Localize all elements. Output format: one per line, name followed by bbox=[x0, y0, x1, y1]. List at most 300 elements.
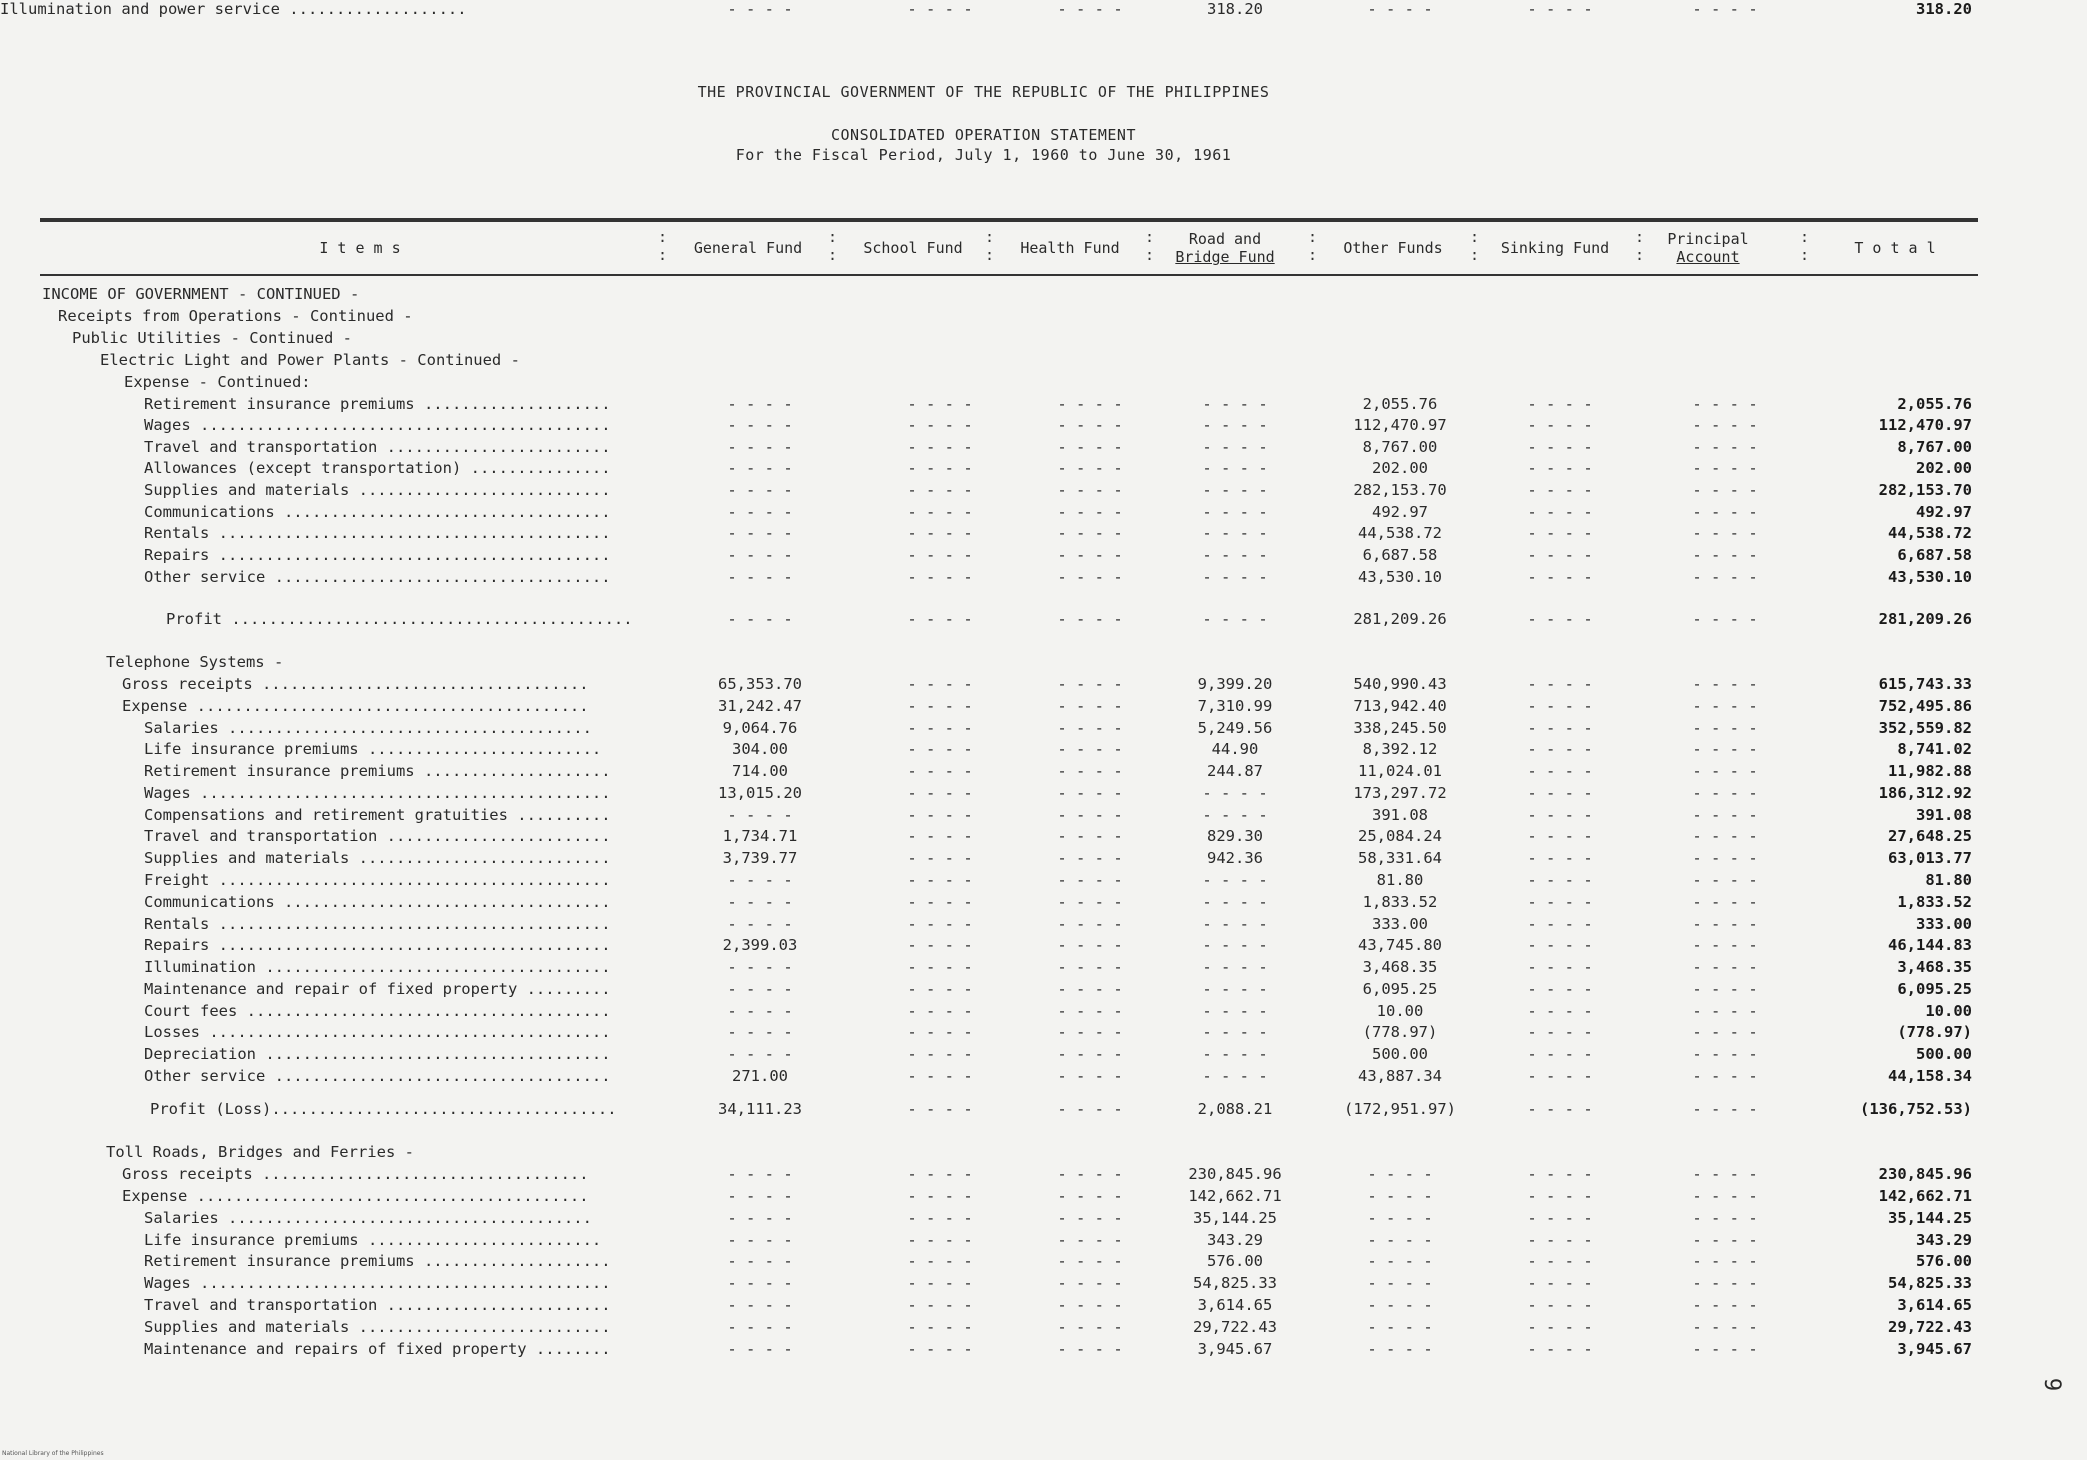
road-bridge-fund-cell: - - - - bbox=[1202, 1067, 1268, 1085]
other-funds-cell: 492.97 bbox=[1372, 503, 1428, 521]
health-fund-cell: - - - - bbox=[1057, 719, 1123, 737]
other-funds-cell: 43,887.34 bbox=[1358, 1067, 1442, 1085]
total-cell: 44,538.72 bbox=[1888, 524, 1972, 542]
total-cell: 112,470.97 bbox=[1878, 416, 1972, 434]
health-fund-cell: - - - - bbox=[1057, 1274, 1123, 1292]
principal-account-cell: - - - - bbox=[1692, 719, 1758, 737]
table-row bbox=[0, 1023, 2087, 1045]
school-fund-cell: - - - - bbox=[907, 438, 973, 456]
table-row bbox=[0, 307, 2087, 329]
health-fund-cell: - - - - bbox=[1057, 871, 1123, 889]
sinking-fund-cell: - - - - bbox=[1527, 1002, 1593, 1020]
total-cell: 343.29 bbox=[1916, 1231, 1972, 1249]
school-fund-cell: - - - - bbox=[907, 1187, 973, 1205]
principal-account-cell: - - - - bbox=[1692, 1002, 1758, 1020]
table-row bbox=[0, 1318, 2087, 1340]
health-fund-cell: - - - - bbox=[1057, 0, 1123, 18]
table-row bbox=[0, 1045, 2087, 1067]
principal-account-cell: - - - - bbox=[1692, 784, 1758, 802]
principal-account-cell: - - - - bbox=[1692, 1067, 1758, 1085]
row-label: Toll Roads, Bridges and Ferries - bbox=[106, 1143, 414, 1161]
principal-account-cell: - - - - bbox=[1692, 806, 1758, 824]
school-fund-cell: - - - - bbox=[907, 1045, 973, 1063]
school-fund-cell: - - - - bbox=[907, 503, 973, 521]
table-row bbox=[0, 373, 2087, 395]
general-fund-cell: - - - - bbox=[727, 503, 793, 521]
row-label: Rentals .......................................... bbox=[144, 524, 611, 542]
sinking-fund-cell: - - - - bbox=[1527, 806, 1593, 824]
table-row bbox=[0, 806, 2087, 828]
other-funds-cell: 333.00 bbox=[1372, 915, 1428, 933]
general-fund-cell: 714.00 bbox=[732, 762, 788, 780]
general-fund-cell: 304.00 bbox=[732, 740, 788, 758]
row-label: Wages ............................................ bbox=[144, 784, 611, 802]
col-principal-account bbox=[1648, 226, 1768, 270]
total-cell: 142,662.71 bbox=[1878, 1187, 1972, 1205]
col-separator: : : bbox=[985, 228, 995, 264]
table-row bbox=[0, 1209, 2087, 1231]
row-label: Losses ........................................... bbox=[144, 1023, 611, 1041]
general-fund-cell: - - - - bbox=[727, 1023, 793, 1041]
other-funds-cell: (172,951.97) bbox=[1344, 1100, 1456, 1118]
health-fund-cell: - - - - bbox=[1057, 1296, 1123, 1314]
sinking-fund-cell: - - - - bbox=[1527, 503, 1593, 521]
col-separator: : : bbox=[658, 228, 668, 264]
row-label: Illumination and power service ................... bbox=[0, 0, 467, 18]
col-school-fund: School Fund bbox=[863, 239, 963, 257]
road-bridge-fund-cell: 3,614.65 bbox=[1197, 1296, 1273, 1314]
other-funds-cell: 391.08 bbox=[1372, 806, 1428, 824]
other-funds-cell: - - - - bbox=[1367, 1340, 1433, 1358]
other-funds-cell: 282,153.70 bbox=[1353, 481, 1447, 499]
health-fund-cell: - - - - bbox=[1057, 697, 1123, 715]
general-fund-cell: - - - - bbox=[727, 1045, 793, 1063]
general-fund-cell: - - - - bbox=[727, 871, 793, 889]
principal-account-cell: - - - - bbox=[1692, 503, 1758, 521]
general-fund-cell: - - - - bbox=[727, 568, 793, 586]
sinking-fund-cell: - - - - bbox=[1527, 1023, 1593, 1041]
col-separator: : : bbox=[1635, 228, 1645, 264]
total-cell: 54,825.33 bbox=[1888, 1274, 1972, 1292]
health-fund-cell: - - - - bbox=[1057, 1318, 1123, 1336]
principal-account-cell: - - - - bbox=[1692, 1318, 1758, 1336]
school-fund-cell: - - - - bbox=[907, 871, 973, 889]
principal-account-cell: - - - - bbox=[1692, 1023, 1758, 1041]
total-cell: 27,648.25 bbox=[1888, 827, 1972, 845]
row-label: Salaries ....................................... bbox=[144, 1209, 592, 1227]
principal-account-cell: - - - - bbox=[1692, 1165, 1758, 1183]
other-funds-cell: 112,470.97 bbox=[1353, 416, 1447, 434]
school-fund-cell: - - - - bbox=[907, 459, 973, 477]
table-row bbox=[0, 546, 2087, 568]
road-bridge-fund-cell: - - - - bbox=[1202, 524, 1268, 542]
row-label: Travel and transportation ........................ bbox=[144, 1296, 611, 1314]
principal-account-cell: - - - - bbox=[1692, 1209, 1758, 1227]
principal-account-cell: - - - - bbox=[1692, 546, 1758, 564]
principal-account-cell: - - - - bbox=[1692, 481, 1758, 499]
other-funds-cell: 43,530.10 bbox=[1358, 568, 1442, 586]
road-bridge-fund-cell: - - - - bbox=[1202, 915, 1268, 933]
sinking-fund-cell: - - - - bbox=[1527, 524, 1593, 542]
health-fund-cell: - - - - bbox=[1057, 1231, 1123, 1249]
other-funds-cell: 713,942.40 bbox=[1353, 697, 1447, 715]
total-cell: 35,144.25 bbox=[1888, 1209, 1972, 1227]
road-bridge-fund-cell: - - - - bbox=[1202, 980, 1268, 998]
sinking-fund-cell: - - - - bbox=[1527, 871, 1593, 889]
principal-account-cell: - - - - bbox=[1692, 915, 1758, 933]
total-cell: 282,153.70 bbox=[1878, 481, 1972, 499]
row-label: Wages ............................................ bbox=[144, 416, 611, 434]
school-fund-cell: - - - - bbox=[907, 481, 973, 499]
col-road-bridge-fund bbox=[1160, 226, 1290, 270]
health-fund-cell: - - - - bbox=[1057, 459, 1123, 477]
row-label: Travel and transportation ........................ bbox=[144, 438, 611, 456]
school-fund-cell: - - - - bbox=[907, 1067, 973, 1085]
total-cell: 29,722.43 bbox=[1888, 1318, 1972, 1336]
health-fund-cell: - - - - bbox=[1057, 1100, 1123, 1118]
other-funds-cell: 44,538.72 bbox=[1358, 524, 1442, 542]
table-row bbox=[0, 285, 2087, 307]
total-cell: 46,144.83 bbox=[1888, 936, 1972, 954]
sinking-fund-cell: - - - - bbox=[1527, 1231, 1593, 1249]
other-funds-cell: 11,024.01 bbox=[1358, 762, 1442, 780]
school-fund-cell: - - - - bbox=[907, 1231, 973, 1249]
row-label: Maintenance and repairs of fixed property ........ bbox=[144, 1340, 611, 1358]
general-fund-cell: 34,111.23 bbox=[718, 1100, 802, 1118]
other-funds-cell: - - - - bbox=[1367, 1318, 1433, 1336]
principal-account-cell: - - - - bbox=[1692, 610, 1758, 628]
road-bridge-fund-cell: 576.00 bbox=[1207, 1252, 1263, 1270]
general-fund-cell: - - - - bbox=[727, 546, 793, 564]
general-fund-cell: - - - - bbox=[727, 416, 793, 434]
total-cell: 576.00 bbox=[1916, 1252, 1972, 1270]
col-separator: : : bbox=[1145, 228, 1155, 264]
health-fund-cell: - - - - bbox=[1057, 568, 1123, 586]
total-cell: 391.08 bbox=[1916, 806, 1972, 824]
road-bridge-fund-cell: 142,662.71 bbox=[1188, 1187, 1282, 1205]
table-row bbox=[0, 610, 2087, 632]
row-label: Travel and transportation ........................ bbox=[144, 827, 611, 845]
general-fund-cell: 1,734.71 bbox=[722, 827, 798, 845]
row-label: Other service .................................... bbox=[144, 1067, 611, 1085]
row-label: Gross receipts ................................... bbox=[122, 1165, 589, 1183]
table-row bbox=[0, 1340, 2087, 1362]
table-row bbox=[0, 740, 2087, 762]
general-fund-cell: - - - - bbox=[727, 524, 793, 542]
school-fund-cell: - - - - bbox=[907, 1296, 973, 1314]
statement-title: CONSOLIDATED OPERATION STATEMENT bbox=[831, 126, 1136, 144]
total-cell: 6,687.58 bbox=[1897, 546, 1972, 564]
other-funds-cell: 8,392.12 bbox=[1362, 740, 1438, 758]
table-row bbox=[0, 459, 2087, 481]
school-fund-cell: - - - - bbox=[907, 980, 973, 998]
sinking-fund-cell: - - - - bbox=[1527, 1045, 1593, 1063]
other-funds-cell: 500.00 bbox=[1372, 1045, 1428, 1063]
health-fund-cell: - - - - bbox=[1057, 1187, 1123, 1205]
sinking-fund-cell: - - - - bbox=[1527, 416, 1593, 434]
sinking-fund-cell: - - - - bbox=[1527, 1187, 1593, 1205]
other-funds-cell: - - - - bbox=[1367, 1296, 1433, 1314]
health-fund-cell: - - - - bbox=[1057, 958, 1123, 976]
general-fund-cell: 2,399.03 bbox=[722, 936, 798, 954]
road-bridge-fund-cell: 7,310.99 bbox=[1197, 697, 1273, 715]
other-funds-cell: - - - - bbox=[1367, 1187, 1433, 1205]
total-cell: 500.00 bbox=[1916, 1045, 1972, 1063]
health-fund-cell: - - - - bbox=[1057, 438, 1123, 456]
row-label: Expense .......................................... bbox=[122, 1187, 589, 1205]
principal-account-cell: - - - - bbox=[1692, 958, 1758, 976]
total-cell: 492.97 bbox=[1916, 503, 1972, 521]
total-cell: 10.00 bbox=[1925, 1002, 1972, 1020]
row-label: Retirement insurance premiums .................... bbox=[144, 1252, 611, 1270]
row-label: Communications ................................... bbox=[144, 893, 611, 911]
table-row bbox=[0, 697, 2087, 719]
col-road-line1: Road and bbox=[1188, 230, 1262, 248]
total-cell: 11,982.88 bbox=[1888, 762, 1972, 780]
total-cell: 230,845.96 bbox=[1878, 1165, 1972, 1183]
general-fund-cell: - - - - bbox=[727, 1340, 793, 1358]
sinking-fund-cell: - - - - bbox=[1527, 395, 1593, 413]
principal-account-cell: - - - - bbox=[1692, 416, 1758, 434]
principal-account-cell: - - - - bbox=[1692, 1296, 1758, 1314]
other-funds-cell: - - - - bbox=[1367, 0, 1433, 18]
total-cell: 318.20 bbox=[1916, 0, 1972, 18]
general-fund-cell: - - - - bbox=[727, 915, 793, 933]
road-bridge-fund-cell: - - - - bbox=[1202, 1023, 1268, 1041]
principal-account-cell: - - - - bbox=[1692, 762, 1758, 780]
principal-account-cell: - - - - bbox=[1692, 1231, 1758, 1249]
other-funds-cell: 202.00 bbox=[1372, 459, 1428, 477]
general-fund-cell: - - - - bbox=[727, 0, 793, 18]
total-cell: 6,095.25 bbox=[1897, 980, 1972, 998]
total-cell: 752,495.86 bbox=[1878, 697, 1972, 715]
general-fund-cell: 65,353.70 bbox=[718, 675, 802, 693]
health-fund-cell: - - - - bbox=[1057, 762, 1123, 780]
health-fund-cell: - - - - bbox=[1057, 1209, 1123, 1227]
sinking-fund-cell: - - - - bbox=[1527, 1165, 1593, 1183]
school-fund-cell: - - - - bbox=[907, 395, 973, 413]
library-footer: National Library of the Philippines bbox=[2, 1450, 104, 1457]
health-fund-cell: - - - - bbox=[1057, 849, 1123, 867]
col-total: T o t a l bbox=[1854, 239, 1936, 257]
health-fund-cell: - - - - bbox=[1057, 481, 1123, 499]
general-fund-cell: 13,015.20 bbox=[718, 784, 802, 802]
table-row bbox=[0, 653, 2087, 675]
general-fund-cell: - - - - bbox=[727, 958, 793, 976]
road-bridge-fund-cell: - - - - bbox=[1202, 395, 1268, 413]
row-label: Illumination ..................................... bbox=[144, 958, 611, 976]
general-fund-cell: - - - - bbox=[727, 481, 793, 499]
row-label: Salaries ....................................... bbox=[144, 719, 592, 737]
total-cell: 2,055.76 bbox=[1897, 395, 1972, 413]
principal-account-cell: - - - - bbox=[1692, 827, 1758, 845]
road-bridge-fund-cell: 54,825.33 bbox=[1193, 1274, 1277, 1292]
health-fund-cell: - - - - bbox=[1057, 1340, 1123, 1358]
health-fund-cell: - - - - bbox=[1057, 675, 1123, 693]
table-row bbox=[0, 1274, 2087, 1296]
general-fund-cell: - - - - bbox=[727, 1318, 793, 1336]
col-principal-line1: Principal bbox=[1667, 230, 1749, 248]
header-rule-bottom bbox=[40, 274, 1978, 276]
row-label: Communications ................................... bbox=[144, 503, 611, 521]
sinking-fund-cell: - - - - bbox=[1527, 459, 1593, 477]
table-row bbox=[0, 481, 2087, 503]
table-row bbox=[0, 936, 2087, 958]
school-fund-cell: - - - - bbox=[907, 697, 973, 715]
other-funds-cell: - - - - bbox=[1367, 1231, 1433, 1249]
road-bridge-fund-cell: 5,249.56 bbox=[1197, 719, 1273, 737]
road-bridge-fund-cell: 318.20 bbox=[1207, 0, 1263, 18]
table-row bbox=[0, 980, 2087, 1002]
school-fund-cell: - - - - bbox=[907, 740, 973, 758]
table-row bbox=[0, 719, 2087, 741]
fiscal-period: For the Fiscal Period, July 1, 1960 to June 30, 1961 bbox=[735, 146, 1232, 164]
road-bridge-fund-cell: 942.36 bbox=[1207, 849, 1263, 867]
sinking-fund-cell: - - - - bbox=[1527, 827, 1593, 845]
school-fund-cell: - - - - bbox=[907, 610, 973, 628]
total-cell: 3,614.65 bbox=[1897, 1296, 1972, 1314]
row-label: Public Utilities - Continued - bbox=[72, 329, 352, 347]
health-fund-cell: - - - - bbox=[1057, 1002, 1123, 1020]
health-fund-cell: - - - - bbox=[1057, 1252, 1123, 1270]
other-funds-cell: 8,767.00 bbox=[1362, 438, 1438, 456]
table-row bbox=[0, 1252, 2087, 1274]
total-cell: 3,945.67 bbox=[1897, 1340, 1972, 1358]
school-fund-cell: - - - - bbox=[907, 784, 973, 802]
principal-account-cell: - - - - bbox=[1692, 871, 1758, 889]
general-fund-cell: - - - - bbox=[727, 893, 793, 911]
principal-account-cell: - - - - bbox=[1692, 980, 1758, 998]
sinking-fund-cell: - - - - bbox=[1527, 1252, 1593, 1270]
school-fund-cell: - - - - bbox=[907, 893, 973, 911]
general-fund-cell: - - - - bbox=[727, 806, 793, 824]
sinking-fund-cell: - - - - bbox=[1527, 481, 1593, 499]
other-funds-cell: 1,833.52 bbox=[1362, 893, 1438, 911]
road-bridge-fund-cell: - - - - bbox=[1202, 416, 1268, 434]
sinking-fund-cell: - - - - bbox=[1527, 893, 1593, 911]
road-bridge-fund-cell: - - - - bbox=[1202, 784, 1268, 802]
sinking-fund-cell: - - - - bbox=[1527, 784, 1593, 802]
row-label: Other service .................................... bbox=[144, 568, 611, 586]
road-bridge-fund-cell: - - - - bbox=[1202, 1002, 1268, 1020]
health-fund-cell: - - - - bbox=[1057, 1023, 1123, 1041]
health-fund-cell: - - - - bbox=[1057, 1045, 1123, 1063]
school-fund-cell: - - - - bbox=[907, 827, 973, 845]
table-row bbox=[0, 1002, 2087, 1024]
header-rule-top bbox=[40, 218, 1978, 222]
sinking-fund-cell: - - - - bbox=[1527, 1296, 1593, 1314]
table-row bbox=[0, 827, 2087, 849]
sinking-fund-cell: - - - - bbox=[1527, 980, 1593, 998]
total-cell: (136,752.53) bbox=[1860, 1100, 1972, 1118]
principal-account-cell: - - - - bbox=[1692, 849, 1758, 867]
table-row bbox=[0, 416, 2087, 438]
other-funds-cell: 281,209.26 bbox=[1353, 610, 1447, 628]
row-label: Life insurance premiums ......................... bbox=[144, 740, 602, 758]
total-cell: 44,158.34 bbox=[1888, 1067, 1972, 1085]
other-funds-cell: 3,468.35 bbox=[1362, 958, 1438, 976]
row-label: Life insurance premiums ......................... bbox=[144, 1231, 602, 1249]
government-title: THE PROVINCIAL GOVERNMENT OF THE REPUBLIC OF THE PHILIPPINES bbox=[697, 83, 1270, 101]
row-label: Repairs .......................................... bbox=[144, 546, 611, 564]
school-fund-cell: - - - - bbox=[907, 762, 973, 780]
sinking-fund-cell: - - - - bbox=[1527, 1100, 1593, 1118]
other-funds-cell: 10.00 bbox=[1376, 1002, 1424, 1020]
table-row bbox=[0, 438, 2087, 460]
principal-account-cell: - - - - bbox=[1692, 568, 1758, 586]
total-cell: 352,559.82 bbox=[1878, 719, 1972, 737]
sinking-fund-cell: - - - - bbox=[1527, 1340, 1593, 1358]
principal-account-cell: - - - - bbox=[1692, 0, 1758, 18]
principal-account-cell: - - - - bbox=[1692, 1340, 1758, 1358]
school-fund-cell: - - - - bbox=[907, 849, 973, 867]
road-bridge-fund-cell: - - - - bbox=[1202, 610, 1268, 628]
other-funds-cell: 25,084.24 bbox=[1358, 827, 1442, 845]
principal-account-cell: - - - - bbox=[1692, 1045, 1758, 1063]
row-label: Retirement insurance premiums .................... bbox=[144, 395, 611, 413]
col-separator: : : bbox=[828, 228, 838, 264]
road-bridge-fund-cell: - - - - bbox=[1202, 936, 1268, 954]
other-funds-cell: 6,687.58 bbox=[1362, 546, 1438, 564]
row-label: Wages ............................................ bbox=[144, 1274, 611, 1292]
row-label: Freight .......................................... bbox=[144, 871, 611, 889]
table-row bbox=[0, 958, 2087, 980]
road-bridge-fund-cell: 2,088.21 bbox=[1197, 1100, 1273, 1118]
school-fund-cell: - - - - bbox=[907, 915, 973, 933]
table-row bbox=[0, 1187, 2087, 1209]
general-fund-cell: 9,064.76 bbox=[722, 719, 798, 737]
school-fund-cell: - - - - bbox=[907, 1023, 973, 1041]
sinking-fund-cell: - - - - bbox=[1527, 546, 1593, 564]
total-cell: 186,312.92 bbox=[1878, 784, 1972, 802]
row-label: INCOME OF GOVERNMENT - CONTINUED - bbox=[42, 285, 360, 303]
table-row bbox=[0, 675, 2087, 697]
row-label: Profit ........................................... bbox=[166, 610, 633, 628]
sinking-fund-cell: - - - - bbox=[1527, 697, 1593, 715]
health-fund-cell: - - - - bbox=[1057, 806, 1123, 824]
row-label: Gross receipts ................................... bbox=[122, 675, 589, 693]
table-row bbox=[0, 893, 2087, 915]
row-label: Receipts from Operations - Continued - bbox=[58, 307, 413, 325]
total-cell: 81.80 bbox=[1925, 871, 1972, 889]
other-funds-cell: 173,297.72 bbox=[1353, 784, 1447, 802]
school-fund-cell: - - - - bbox=[907, 675, 973, 693]
other-funds-cell: - - - - bbox=[1367, 1252, 1433, 1270]
row-label: Allowances (except transportation) ............... bbox=[144, 459, 611, 477]
general-fund-cell: - - - - bbox=[727, 438, 793, 456]
health-fund-cell: - - - - bbox=[1057, 416, 1123, 434]
table-row bbox=[0, 1231, 2087, 1253]
road-bridge-fund-cell: - - - - bbox=[1202, 481, 1268, 499]
road-bridge-fund-cell: - - - - bbox=[1202, 438, 1268, 456]
col-health-fund: Health Fund bbox=[1020, 239, 1120, 257]
sinking-fund-cell: - - - - bbox=[1527, 915, 1593, 933]
principal-account-cell: - - - - bbox=[1692, 697, 1758, 715]
school-fund-cell: - - - - bbox=[907, 958, 973, 976]
health-fund-cell: - - - - bbox=[1057, 1165, 1123, 1183]
general-fund-cell: - - - - bbox=[727, 459, 793, 477]
school-fund-cell: - - - - bbox=[907, 1318, 973, 1336]
health-fund-cell: - - - - bbox=[1057, 827, 1123, 845]
row-label: Depreciation ..................................... bbox=[144, 1045, 611, 1063]
general-fund-cell: - - - - bbox=[727, 1209, 793, 1227]
col-road-line2: Bridge Fund bbox=[1175, 248, 1275, 266]
road-bridge-fund-cell: 3,945.67 bbox=[1197, 1340, 1273, 1358]
other-funds-cell: 6,095.25 bbox=[1362, 980, 1438, 998]
table-row bbox=[0, 351, 2087, 373]
sinking-fund-cell: - - - - bbox=[1527, 740, 1593, 758]
table-row bbox=[0, 1067, 2087, 1089]
